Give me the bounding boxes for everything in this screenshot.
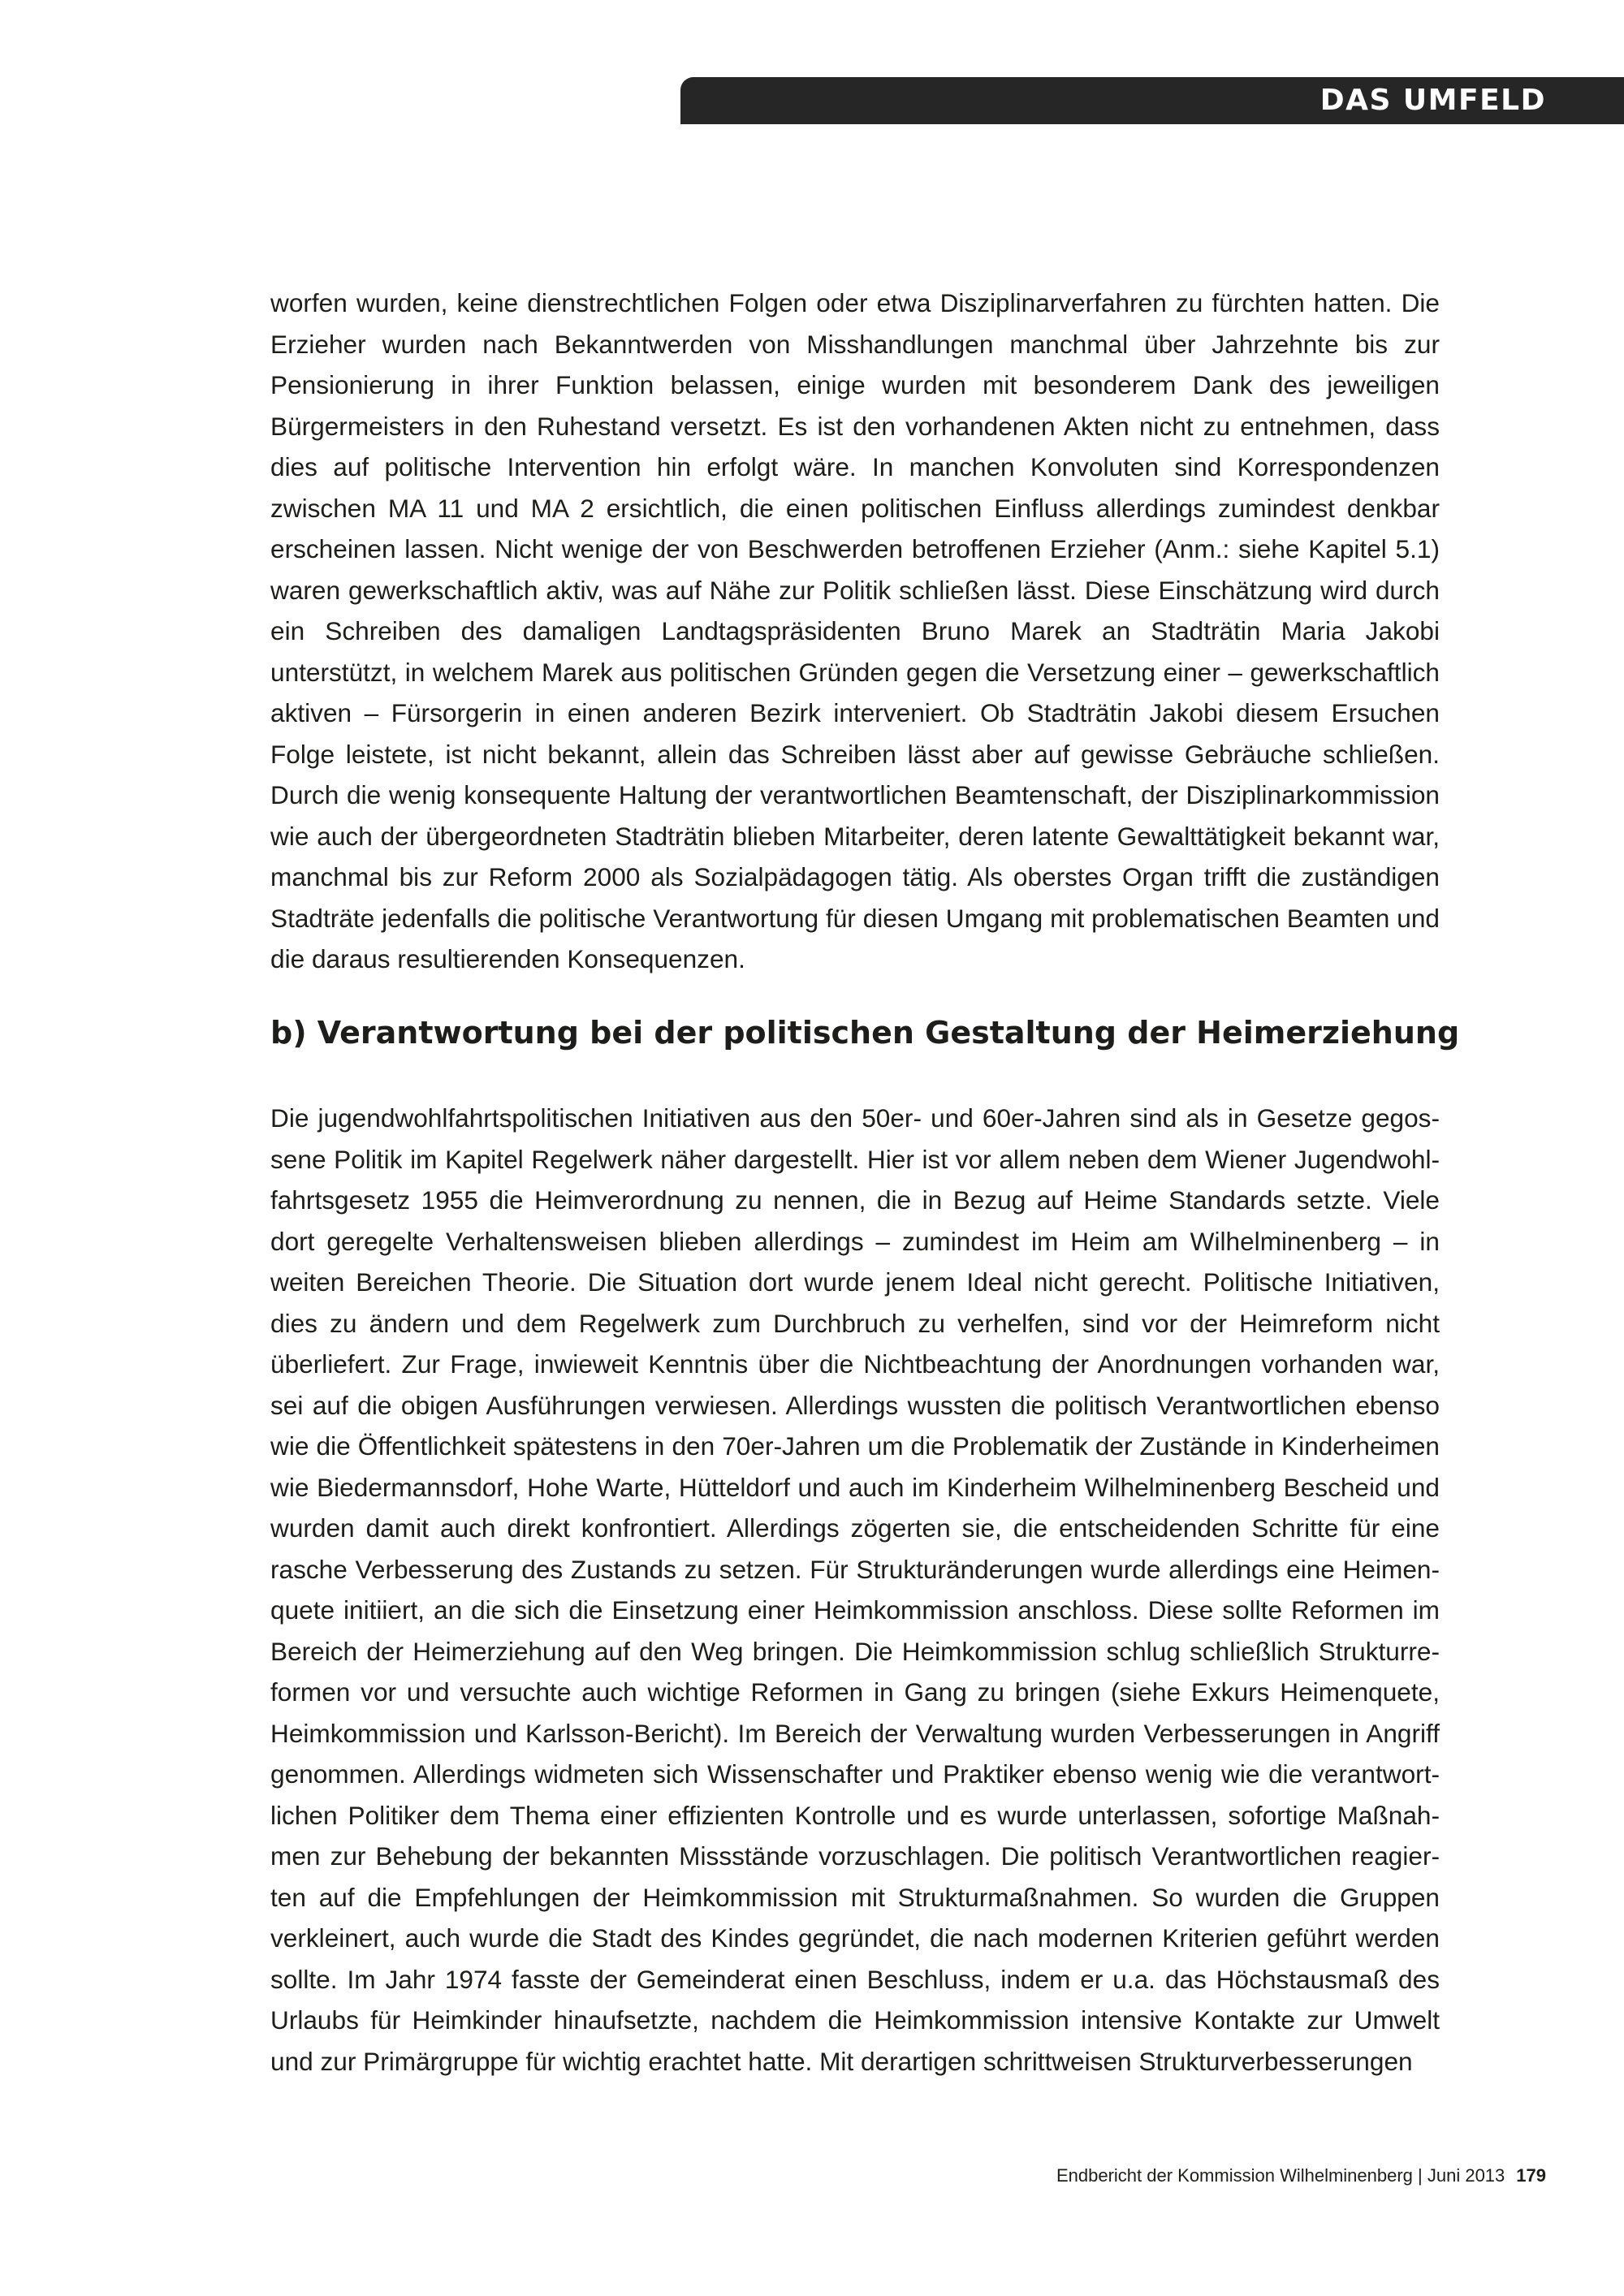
body-paragraph-2: Die jugendwohlfahrtspolitischen Initiativen aus den 50er- und 60er-Jahren sind als in Gesetze gegossene Politik im Kapitel Regelwerk näher dargestellt. Hier ist vor allem neben dem Wiener Jugendwohlfahrtsgesetz 1955 die Heimverordnung zu nennen, die in Bezug auf Heime Standards setzte. Viele dort geregelte Verhaltensweisen blieben allerdings – zumindest im Heim am Wilhelminenberg – in weiten Bereichen Theorie. Die Situation dort wurde jenem Ideal nicht gerecht. Politische Initiativen, dies zu ändern und dem Regelwerk zum Durchbruch zu verhelfen, sind vor der Heimreform nicht überliefert. Zur Frage, inwieweit Kenntnis über die Nichtbeachtung der Anordnungen vorhanden war, sei auf die obigen Ausführungen verwiesen. Allerdings wussten die politisch Verantwortlichen ebenso wie die Öffentlichkeit spätestens in den 70er-Jahren um die Problematik der Zustände in Kinderheimen wie Biedermannsdorf, Hohe Warte, Hütteldorf und auch im Kinderheim Wilhelminenberg Bescheid und wurden damit auch direkt konfrontiert. Allerdings zögerten sie, die entscheidenden Schritte für eine rasche Verbesserung des Zustands zu setzen. Für Strukturänderungen wurde allerdings eine Heimenquete initiiert, an die sich die Einsetzung einer Heimkommission anschloss. Diese sollte Reformen im Bereich der Heimerziehung auf den Weg bringen. Die Heimkommission schlug schließlich Strukturreformen vor und versuchte auch wichtige Reformen in Gang zu bringen (siehe Exkurs Heimenquete, Heimkommission und Karlsson-Bericht). Im Bereich der Verwaltung wurden Verbesserungen in Angriff genommen. Allerdings widmeten sich Wissenschafter und Praktiker ebenso wenig wie die verantwortlichen Politiker dem Thema einer effizienten Kontrolle und es wurde unterlassen, sofortige Maßnahmen zur Behebung der bekannten Missstände vorzuschlagen. Die politisch Verantwortlichen reagierten auf die Empfehlungen der Heimkommission mit Strukturmaßnahmen. So wurden die Gruppen verkleinert, auch wurde die Stadt des Kindes gegründet, die nach modernen Kriterien geführt werden sollte. Im Jahr 1974 fasste der Gemeinderat einen Beschluss, indem er u.a. das Höchstausmaß des Urlaubs für Heimkinder hinaufsetzte, nachdem die Heimkommission intensive Kontakte zur Umwelt und zur Primärgruppe für wichtig erachtet hatte. Mit derartigen schrittweisen Strukturverbesserungen: [270, 1103, 1440, 2076]
page-number: 179: [1516, 2165, 1546, 2186]
footer-publication: Endbericht der Kommission Wilhelminenberg | Juni 2013: [1056, 2165, 1505, 2186]
page-footer: [1056, 2164, 1546, 2188]
section-heading: b) Verantwortung bei der politischen Gestaltung der Heimerziehung: [270, 1015, 1460, 1051]
body-paragraph-1: worfen wurden, keine dienstrechtlichen Folgen oder etwa Disziplinarverfahren zu fürchten hatten. Die Erzieher wurden nach Bekanntwerden von Misshandlungen manchmal über Jahrzehnte bis zur Pensionierung in ihrer Funktion belassen, einige wurden mit besonderem Dank des jeweiligen Bürgermeisters in den Ruhestand versetzt. Es ist den vorhandenen Akten nicht zu entnehmen, dass dies auf politische Intervention hin erfolgt wäre. In manchen Konvoluten sind Korrespondenzen zwischen MA 11 und MA 2 ersichtlich, die einen politischen Einfluss allerdings zumindest denkbar erscheinen lassen. Nicht wenige der von Beschwerden betroffenen Erzieher (Anm.: siehe Kapitel 5.1) waren gewerkschaftlich aktiv, was auf Nähe zur Politik schließen lässt. Diese Einschätzung wird durch ein Schreiben des damaligen Landtagspräsidenten Bruno Marek an Stadträtin Maria Jakobi unterstützt, in welchem Marek aus politischen Gründen gegen die Versetzung einer – gewerkschaftlich aktiven – Fürsorgerin in einen anderen Bezirk interveniert. Ob Stadträtin Jakobi diesem Ersuchen Folge leistete, ist nicht bekannt, allein das Schreiben lässt aber auf gewisse Gebräuche schließen. Durch die wenig konsequente Haltung der verantwortlichen Beamtenschaft, der Disziplinarkommission wie auch der übergeordneten Stadträtin blieben Mitarbeiter, deren latente Gewalttätigkeit bekannt war, manchmal bis zur Reform 2000 als Sozialpädagogen tätig. Als oberstes Organ trifft die zuständigen Stadträte jedenfalls die politische Verantwortung für diesen Umgang mit problematischen Beamten und die daraus resultierenden Konsequenzen.: [270, 288, 1440, 973]
section-header-bar: [680, 77, 1624, 124]
section-title: DAS UMFELD: [1320, 84, 1546, 117]
